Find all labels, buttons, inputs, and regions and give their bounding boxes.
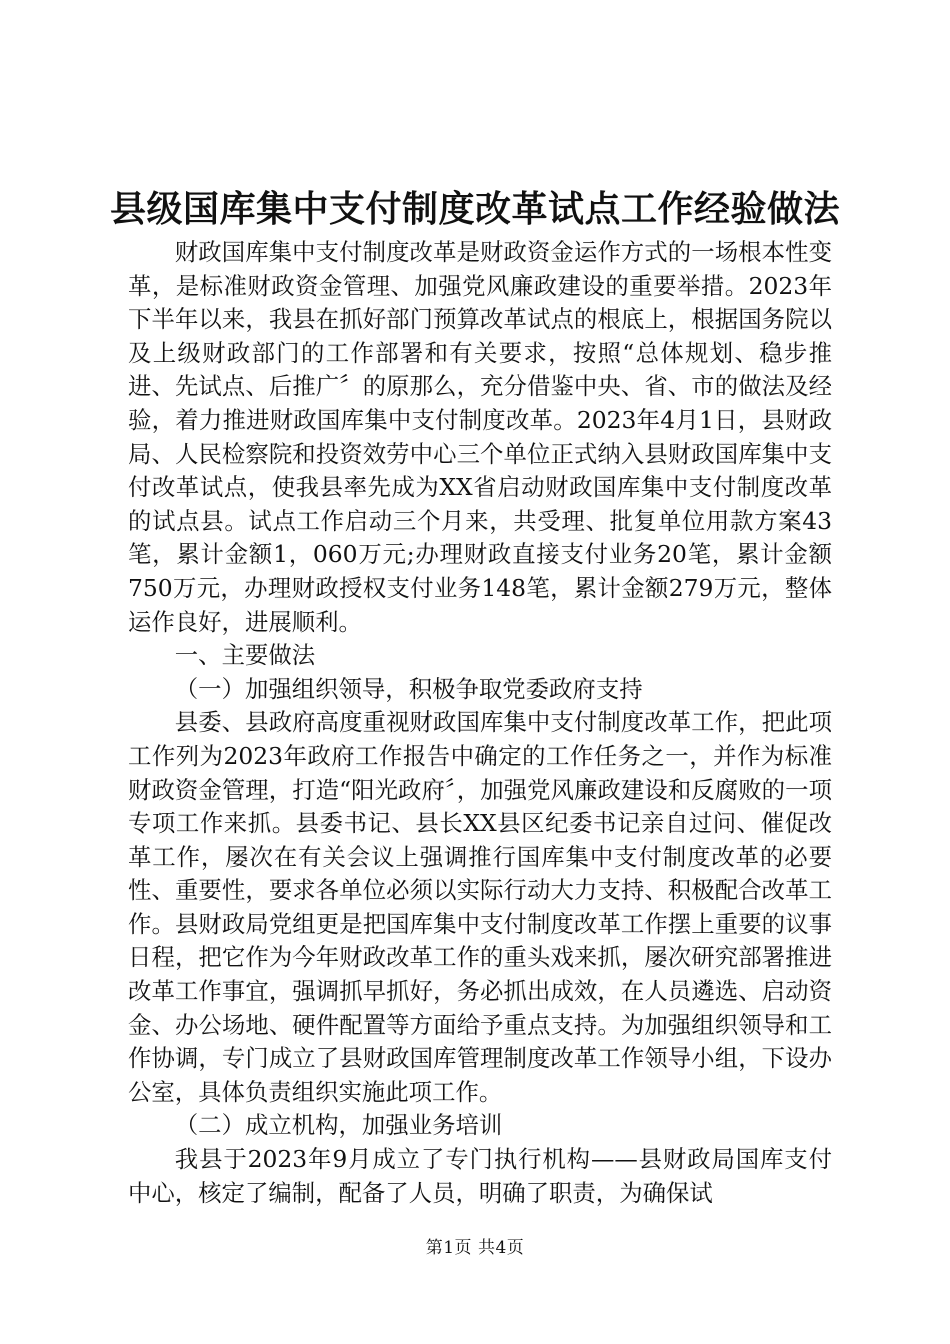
- paragraph-intro: 财政国库集中支付制度改革是财政资金运作方式的一场根本性变革，是标准财政资金管理、加强党风廉政建设的重要举措。2023年下半年以来，我县在抓好部门预算改革试点的根底上，根据国务院以及上级财政部门的工作部署和有关要求，按照“总体规划、稳步推进、先试点、后推广〞的原那么，充分借鉴中央、省、市的做法及经验，着力推进财政国库集中支付制度改革。2023年4月1日，县财政局、人民检察院和投资效劳中心三个单位正式纳入县财政国库集中支付改革试点，使我县率先成为XX省启动财政国库集中支付制度改革的试点县。试点工作启动三个月来，共受理、批复单位用款方案43笔，累计金额1，060万元;办理财政直接支付业务20笔，累计金额750万元，办理财政授权支付业务148笔，累计金额279万元，整体运作良好，进展顺利。: [128, 238, 832, 636]
- paragraph: 县委、县政府高度重视财政国库集中支付制度改革工作，把此项工作列为2023年政府工作报告中确定的工作任务之一，并作为标准财政资金管理，打造“阳光政府〞，加强党风廉政建设和反腐败的一项专项工作来抓。县委书记、县长XX县区纪委书记亲自过问、催促改革工作，屡次在有关会议上强调推行国库集中支付制度改革的必要性、重要性，要求各单位必须以实际行动大力支持、积极配合改革工作。县财政局党组更是把国库集中支付制度改革工作摆上重要的议事日程，把它作为今年财政改革工作的重头戏来抓，屡次研究部署推进改革工作事宜，强调抓早抓好，务必抓出成效，在人员遴选、启动资金、办公场地、硬件配置等方面给予重点支持。为加强组织领导和工作协调，专门成立了县财政国库管理制度改革工作领导小组，下设办公室，具体负责组织实施此项工作。: [128, 708, 832, 1106]
- subsection-heading: （一）加强组织领导，积极争取党委政府支持: [174, 674, 643, 703]
- document-body: [128, 236, 832, 1210]
- page-title: 县级国库集中支付制度改革试点工作经验做法: [109, 188, 840, 230]
- section-heading: 一、主要做法: [174, 641, 316, 670]
- paragraph: 我县于2023年9月成立了专门执行机构——县财政局国库支付中心，核定了编制，配备了人员，明确了职责，为确保试: [128, 1145, 832, 1207]
- subsection-heading: （二）成立机构，加强业务培训: [174, 1111, 503, 1140]
- page-footer: 第1页 共4页: [425, 1238, 525, 1258]
